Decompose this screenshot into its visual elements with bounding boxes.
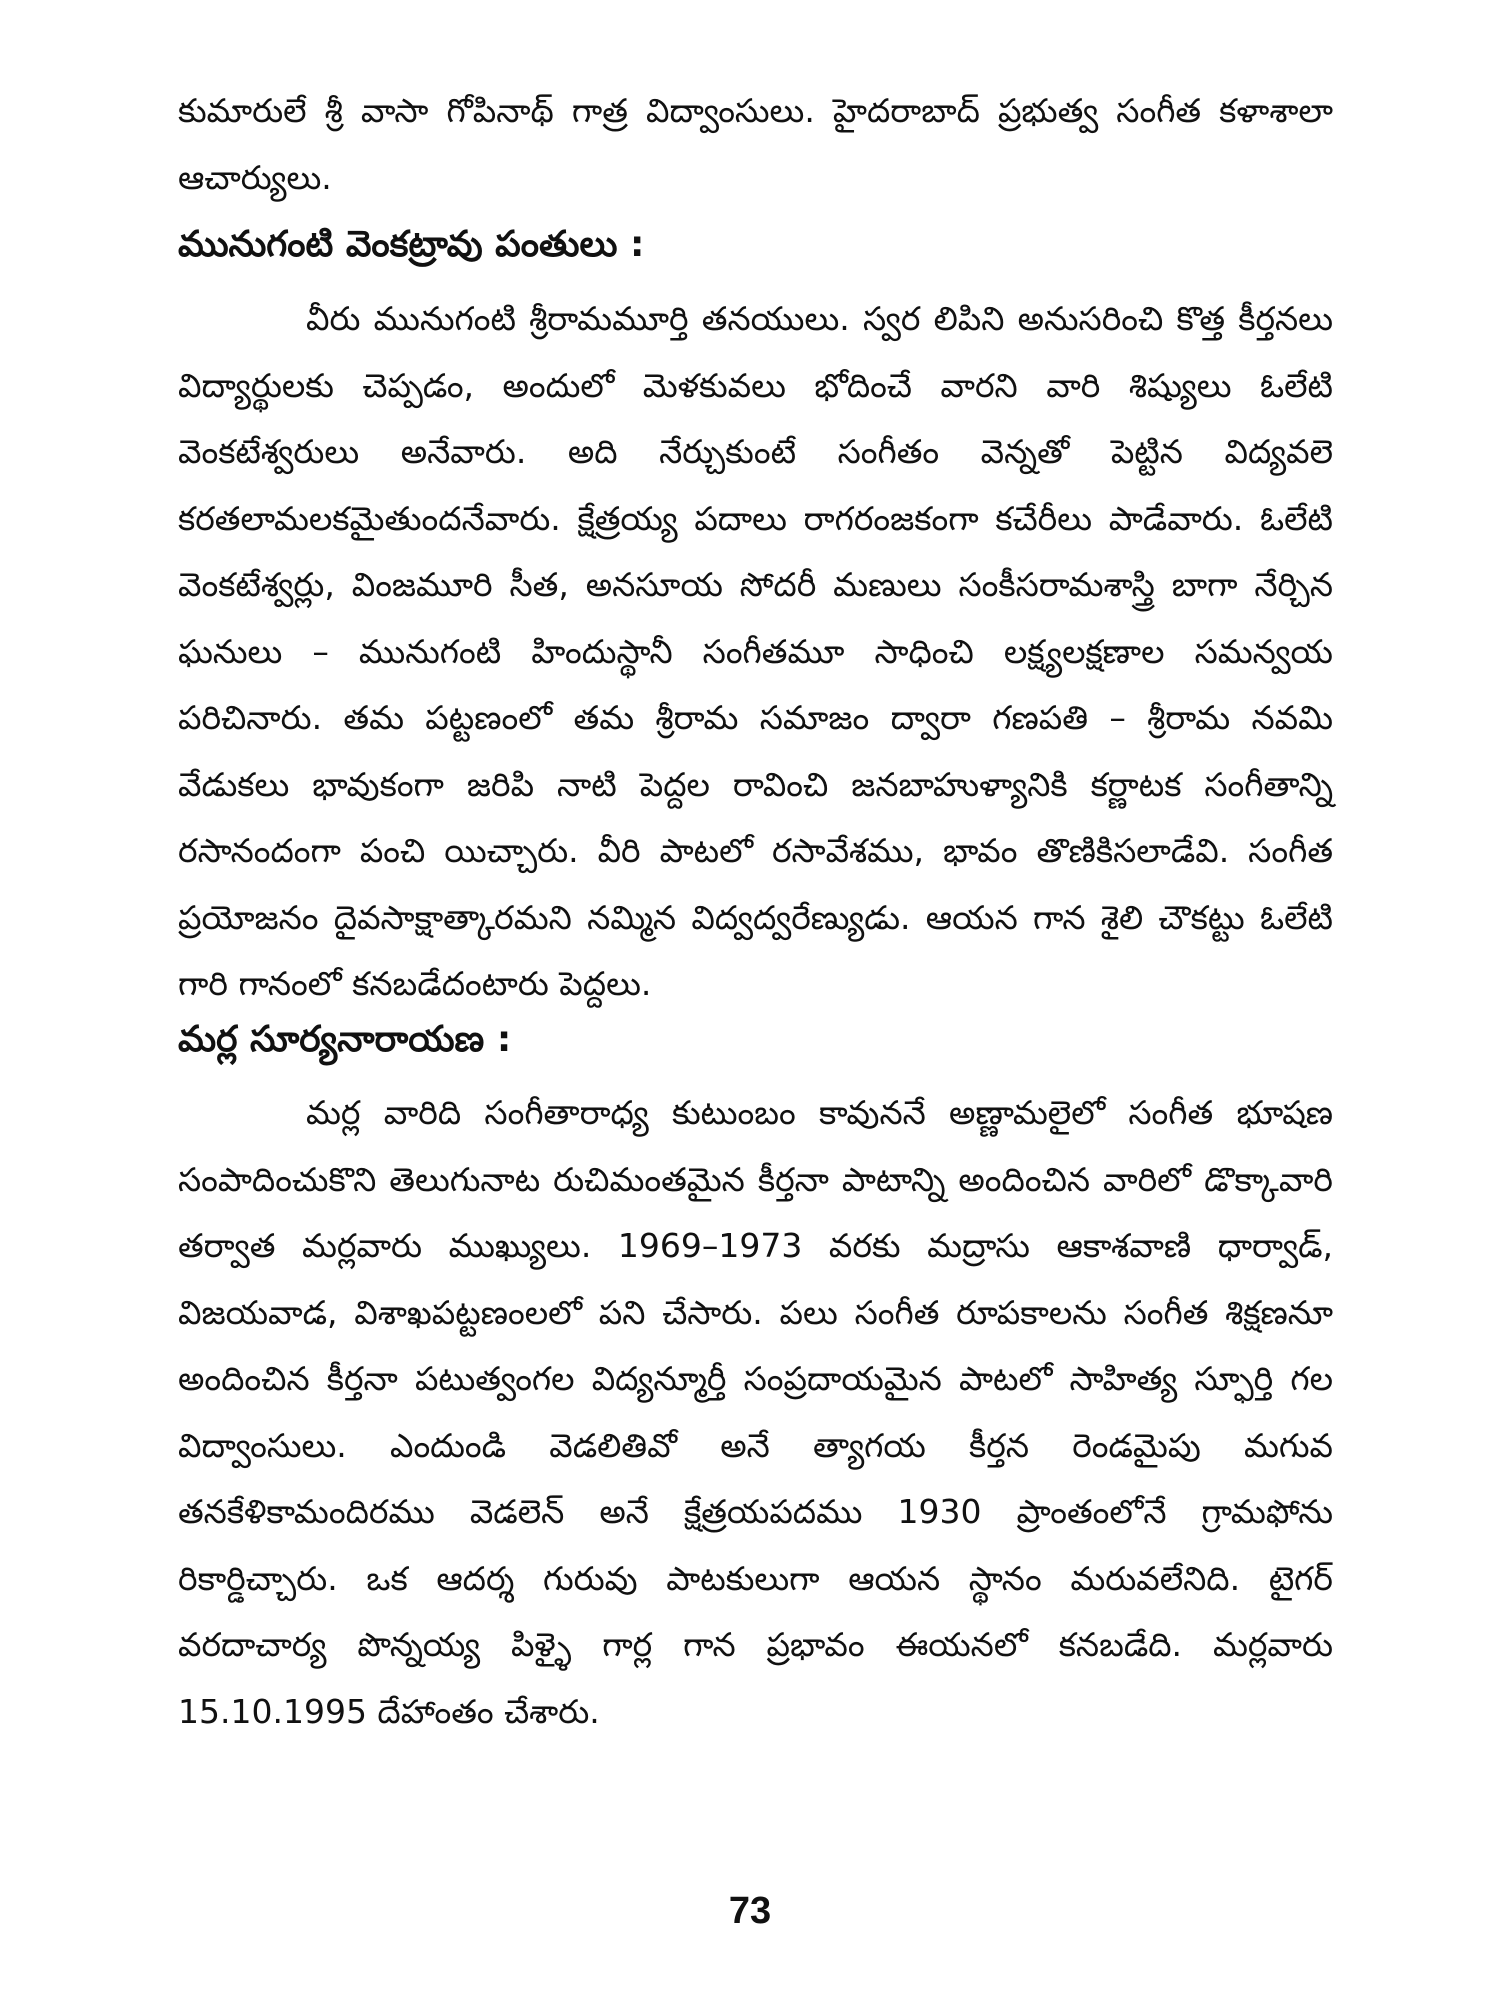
section-body-venkatrao: వీరు మునుగంటి శ్రీరామమూర్తి తనయులు. స్వర లిపిని అనుసరించి కొత్త కీర్తనలు విద్యార్థులకు చెప్పడం, అందులో మెళకువలు భోదించే వారని వారి శిష్యులు ఓలేటి వెంకటేశ్వరులు అనేవారు. అది నేర్చుకుంటే సంగీతం వెన్నతో పెట్టిన విద్యవలె కరతలామలకమైతుందనేవారు. క్షేత్రయ్య పదాలు రాగరంజకంగా కచేరీలు పాడేవారు. ఓలేటి వెంకటేశ్వర్లు, వింజమూరి సీత, అనసూయ సోదరీ మణులు సంకీసరామశాస్త్రి బాగా నేర్చిన ఘనులు – మునుగంటి హిందుస్థానీ సంగీతమూ సాధించి లక్ష్యలక్షణాల సమన్వయ పరిచినారు. తమ పట్టణంలో తమ శ్రీరామ సమాజం ద్వారా గణపతి – శ్రీరామ నవమి వేడుకలు భావుకంగా జరిపి నాటి పెద్దల రావించి జనబాహుళ్యానికి కర్ణాటక సంగీతాన్ని రసానందంగా పంచి యిచ్చారు. వీరి పాటలో రసావేశము, భావం తొణికిసలాడేవి. సంగీత ప్రయోజనం దైవసాక్షాత్కారమని నమ్మిన విద్వద్వరేణ్యుడు. ఆయన గాన శైలి చౌకట్టు ఓలేటి గారి గానంలో కనబడేదంటారు పెద్దలు.: [178, 299, 1333, 1003]
continuation-paragraph: కుమారులే శ్రీ వాసా గోపినాథ్ గాత్ర విద్వాంసులు. హైదరాబాద్ ప్రభుత్వ సంగీత కళాశాలా ఆచార్యులు.: [178, 91, 1333, 197]
page-number: 73: [728, 1890, 772, 1932]
section-heading-suryanarayana: మర్ల సూర్యనారాయణ :: [178, 1019, 512, 1060]
section-heading-venkatrao: మునుగంటి వెంకట్రావు పంతులు :: [178, 224, 645, 265]
section-body-suryanarayana: మర్ల వారిది సంగీతారాధ్య కుటుంబం కావుననే అణ్ణామలైలో సంగీత భూషణ సంపాదించుకొని తెలుగునాట రుచిమంతమైన కీర్తనా పాటాన్ని అందించిన వారిలో డొక్కావారి తర్వాత మర్లవారు ముఖ్యులు. 1969–1973 వరకు మద్రాసు ఆకాశవాణి ధార్వాడ్, విజయవాడ, విశాఖపట్టణంలలో పని చేసారు. పలు సంగీత రూపకాలను సంగీత శిక్షణనూ అందించిన కీర్తనా పటుత్వంగల విద్యన్మూర్తీ సంప్రదాయమైన పాటలో సాహిత్య స్ఫూర్తి గల విద్వాంసులు. ఎందుండి వెడలితివో అనే త్యాగయ కీర్తన రెండమైపు మగువ తనకేళికామందిరము వెడలెన్ అనే క్షేత్రయపదము 1930 ప్రాంతంలోనే గ్రామఫోను రికార్డిచ్చారు. ఒక ఆదర్శ గురువు పాటకులుగా ఆయన స్థానం మరువలేనిది. టైగర్ వరదాచార్య పొన్నయ్య పిళ్ళై గార్ల గాన ప్రభావం ఈయనలో కనబడేది. మర్లవారు 15.10.1995 దేహాంతం చేశారు.: [178, 1093, 1333, 1731]
